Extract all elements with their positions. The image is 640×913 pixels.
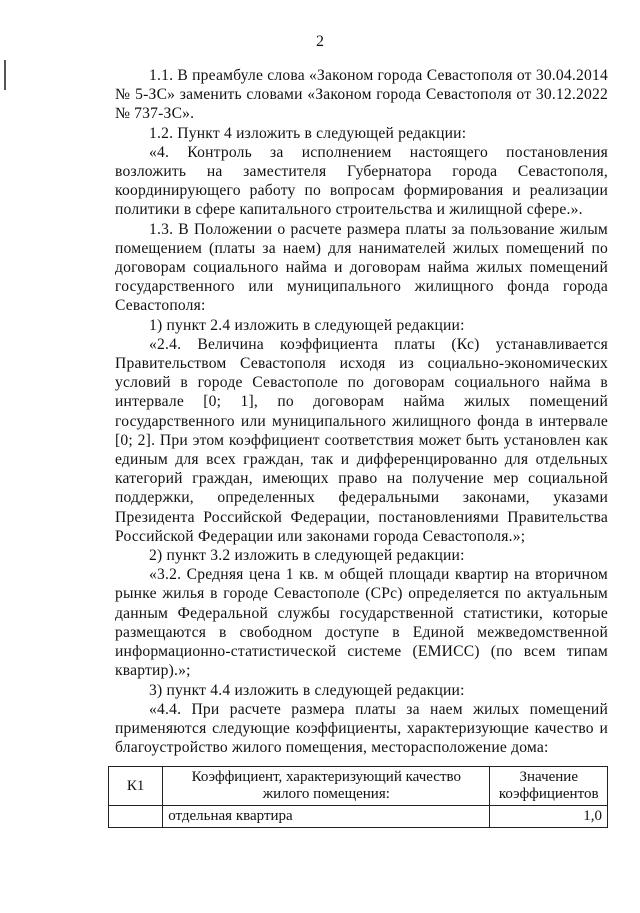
table-header-description: Коэффициент, характеризующий качество жилого помещения:	[163, 767, 490, 806]
table-header-value: Значение коэффициентов	[490, 767, 608, 806]
paragraph-subitem-3: 3) пункт 4.4 изложить в следующей редакции:	[149, 681, 465, 699]
paragraph-point-3-2: «3.2. Средняя цена 1 кв. м общей площади квартир на вторичном рынке жилья в городе Севастополе (СРс) определяется по актуальным данным Федеральной службы государственной статистики, которые размещаются в свободном доступе в Единой межведомственной информационно-статистической системе (ЕМИСС) (по всем типам квартир).»;	[115, 566, 608, 680]
table-row	[109, 806, 608, 828]
paragraph-point-4: «4. Контроль за исполнением настоящего постановления возложить на заместителя Губернатора города Севастополя, координирующего работу по вопросам формирования и реализации политики в сфере капитального строительства и жилищной сфере.».	[115, 143, 608, 219]
table-cell-value: 1,0	[490, 806, 608, 828]
paragraph-1-3: 1.3. В Положении о расчете размера платы за пользование жилым помещением (платы за наем) для нанимателей жилых помещений по договорам социального найма и договорам найма жилых помещений государственного или муниципального жилищного фонда города Севастополя:	[115, 220, 608, 315]
table-header-k1: К1	[109, 767, 163, 806]
paragraph-point-2-4: «2.4. Величина коэффициента платы (Кс) устанавливается Правительством Севастополя исходя из социально-экономических условий в городе Севастополе по договорам социального найма в интервале [0; 1], по договорам найма жилых помещений государственного или муниципального жилищного фонда в интервале [0; 2]. При этом коэффициент соответствия может быть установлен как единым для всех граждан, так и дифференцированно для отдельных категорий граждан, имеющих право на получение мер социальной поддержки, определенных федеральными законами, указами Президента Российской Федерации, постановлениями Правительства Российской Федерации или законами города Севастополя.»;	[115, 335, 608, 545]
coefficient-table	[108, 766, 608, 828]
paragraph-subitem-1: 1) пункт 2.4 изложить в следующей редакции:	[149, 316, 465, 334]
paragraph-1-1: 1.1. В преамбуле слова «Законом города Севастополя от 30.04.2014 № 5-ЗС» заменить словами «Законом города Севастополя от 30.12.2022 № 737-ЗС».	[115, 67, 608, 123]
table-cell-description: отдельная квартира	[163, 806, 490, 828]
page-number: 2	[316, 33, 324, 50]
table-header-row	[109, 767, 608, 806]
table-cell-k	[109, 806, 163, 828]
paragraph-1-2: 1.2. Пункт 4 изложить в следующей редакции:	[149, 124, 467, 142]
paragraph-subitem-2: 2) пункт 3.2 изложить в следующей редакции:	[149, 547, 465, 565]
scan-edge-mark	[4, 60, 6, 90]
document-body	[115, 66, 608, 757]
paragraph-point-4-4: «4.4. При расчете размера платы за наем жилых помещений применяются следующие коэффициенты, характеризующие качество и благоустройство жилого помещения, месторасположение дома:	[115, 700, 608, 757]
